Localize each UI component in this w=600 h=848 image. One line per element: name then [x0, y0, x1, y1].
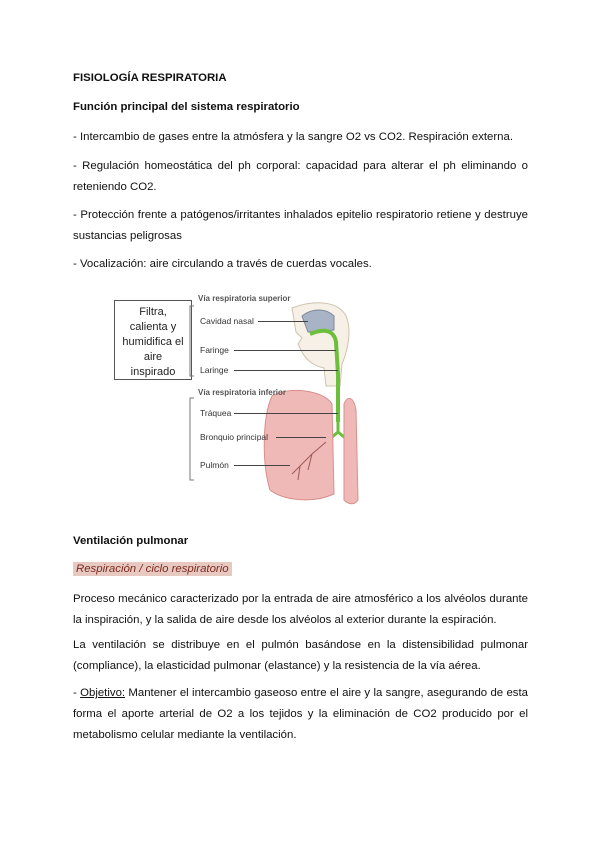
leader-line	[234, 413, 338, 414]
list-item: - Vocalización: aire circulando a través de cuerdas vocales.	[73, 258, 372, 270]
leader-line	[276, 437, 326, 438]
label-main-bronchus: Bronquio principal	[200, 432, 269, 442]
paragraph: La ventilación se distribuye en el pulmón basándose en la distensibilidad pulmonar (compliance), la elasticidad pulmonar (elastance) y la resistencia de la vía aérea.	[73, 639, 528, 672]
upper-airway-heading: Vía respiratoria superior	[198, 294, 291, 303]
leader-line	[234, 370, 338, 371]
list-item: - Regulación homeostática del ph corporal: capacidad para alterar el ph eliminando o reteniendo CO2.	[73, 160, 528, 193]
leader-line	[234, 350, 336, 351]
respiratory-anatomy-illustration	[112, 294, 360, 508]
list-item: - Intercambio de gases entre la atmósfera y la sangre O2 vs CO2. Respiración externa.	[73, 131, 514, 143]
objective-label: Objetivo:	[80, 687, 126, 699]
callout-line: humidifica el	[122, 336, 184, 348]
label-lung: Pulmón	[200, 460, 229, 470]
highlighted-subheading	[73, 559, 528, 580]
lower-airway-heading: Vía respiratoria inferior	[198, 388, 287, 397]
callout-line: calienta y	[129, 321, 177, 333]
callout-line: aire	[143, 351, 163, 363]
callout-line: Filtra,	[139, 306, 167, 318]
objective-text: Mantener el intercambio gaseoso entre el aire y la sangre, asegurando de esta forma el aporte arterial de O2 a los tejidos y la eliminación de CO2 producido por el metabolismo celular mediante la ventilación.	[73, 687, 528, 741]
paragraph: Proceso mecánico caracterizado por la entrada de aire atmosférico a los alvéolos durante la inspiración, y la salida de aire desde los alvéolos al exterior durante la espiración.	[73, 593, 528, 626]
objective-paragraph	[73, 683, 528, 746]
leader-line	[258, 321, 308, 322]
respiratory-system-diagram	[112, 294, 360, 508]
leader-line	[234, 465, 290, 466]
label-trachea: Tráquea	[200, 408, 232, 418]
objective-prefix: -	[73, 687, 81, 699]
label-larynx: Laringe	[200, 365, 229, 375]
section-heading-pulmonary-ventilation: Ventilación pulmonar	[73, 535, 189, 547]
section-heading-respiratory-function: Función principal del sistema respiratorio	[73, 101, 300, 113]
label-nasal-cavity: Cavidad nasal	[200, 316, 254, 326]
callout-line: inspirado	[130, 366, 176, 378]
label-pharynx: Faringe	[200, 345, 229, 355]
page-title: FISIOLOGÍA RESPIRATORIA	[73, 72, 227, 84]
list-item: - Protección frente a patógenos/irritantes inhalados epitelio respiratorio retiene y destruye sustancias peligrosas	[73, 209, 528, 242]
highlight-label: Respiración / ciclo respiratorio	[73, 562, 232, 576]
